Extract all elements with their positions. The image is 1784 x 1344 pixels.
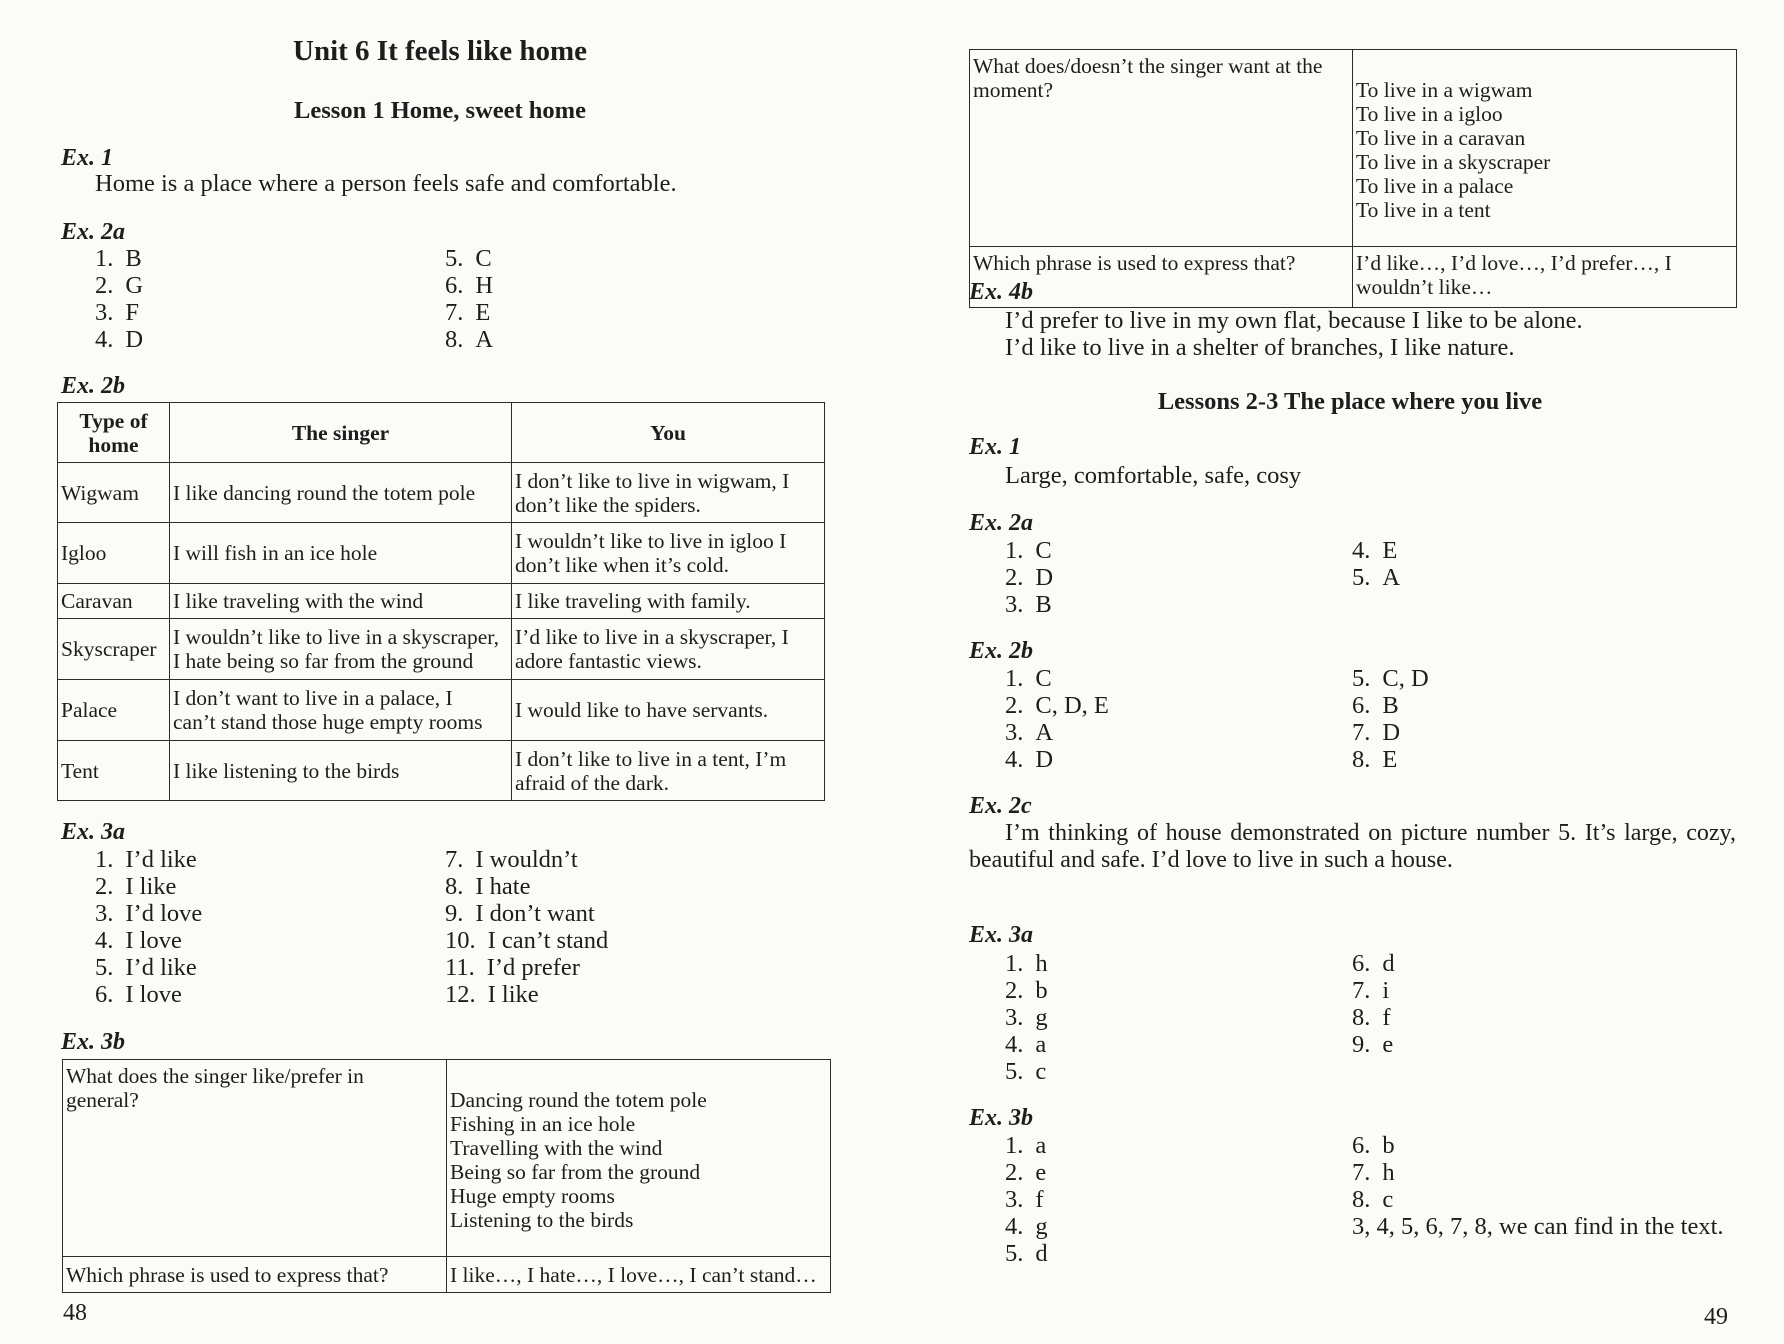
item-number: 5.: [1005, 1058, 1024, 1085]
item-answer: I like: [125, 873, 177, 900]
cell-home-type: Palace: [58, 680, 170, 741]
answer-item: [95, 873, 202, 900]
answer-list: [1352, 665, 1429, 773]
cell-singer: I like listening to the birds: [170, 741, 512, 801]
item-number: 3.: [1005, 591, 1024, 618]
exercise-answer-text: Home is a place where a person feels safe and comfortable.: [95, 170, 677, 197]
answer-item: [1352, 1186, 1395, 1213]
item-number: 6.: [1352, 950, 1371, 977]
item-number: 2.: [1005, 564, 1024, 591]
cell-you: I don’t like to live in a tent, I’m afraid of the dark.: [512, 741, 825, 801]
item-number: 8.: [1352, 1186, 1371, 1213]
answer-item: [445, 900, 608, 927]
exercise-label: Ex. 2c: [969, 793, 1032, 819]
answer-item: [95, 272, 143, 299]
item-number: 7.: [1352, 719, 1371, 746]
table-row: [970, 50, 1737, 247]
item-answer: d: [1035, 1240, 1048, 1267]
answer-list: [95, 846, 202, 1008]
item-answer: b: [1035, 977, 1048, 1004]
exercise-note: 3, 4, 5, 6, 7, 8, we can find in the text.: [1352, 1213, 1724, 1240]
item-answer: D: [125, 326, 144, 353]
text-line: To live in a wigwam: [1356, 78, 1533, 102]
answer-item: [445, 272, 493, 299]
answer-lines: [1005, 307, 1583, 361]
text-line: Travelling with the wind: [450, 1136, 663, 1160]
answer-item: [1005, 665, 1109, 692]
item-answer: H: [475, 272, 494, 299]
table-row: [58, 463, 825, 523]
answer-item: [95, 846, 202, 873]
item-answer: C: [475, 245, 492, 272]
item-answer: I’d prefer: [486, 954, 580, 981]
answer-list: [1005, 950, 1048, 1085]
answer-item: [445, 954, 608, 981]
answer-lines: [1356, 78, 1733, 222]
exercise-label: Ex. 1: [61, 145, 114, 171]
page-number: 49: [1704, 1304, 1728, 1330]
item-answer: C, D, E: [1035, 692, 1109, 719]
answer-item: [1352, 746, 1429, 773]
answer-item: [1005, 1132, 1048, 1159]
answer-item: [1005, 591, 1053, 618]
cell-question: Which phrase is used to express that?: [63, 1257, 447, 1293]
text-line: Listening to the birds: [450, 1208, 634, 1232]
exercise-label: Ex. 3a: [969, 922, 1034, 948]
item-answer: e: [1382, 1031, 1394, 1058]
cell-home-type: Tent: [58, 741, 170, 801]
item-answer: c: [1382, 1186, 1394, 1213]
answer-item: [445, 981, 608, 1008]
text-line: To live in a palace: [1356, 174, 1514, 198]
answer-item: [1352, 692, 1429, 719]
cell-singer: I like traveling with the wind: [170, 584, 512, 619]
table-row: [58, 584, 825, 619]
item-number: 4.: [1005, 1213, 1024, 1240]
item-number: 2.: [95, 272, 114, 299]
item-answer: i: [1382, 977, 1390, 1004]
answer-list: [1352, 950, 1395, 1058]
answer-item: [1005, 1058, 1048, 1085]
item-number: 3.: [1005, 719, 1024, 746]
column-header-type: Type of home: [58, 403, 170, 463]
answer-item: [1005, 1213, 1048, 1240]
answer-lines: [450, 1088, 827, 1232]
item-number: 11.: [445, 954, 475, 981]
answer-item: [445, 245, 493, 272]
table-row: [63, 1257, 831, 1293]
table-row: [970, 247, 1737, 308]
item-answer: A: [475, 326, 494, 353]
answer-item: [95, 299, 143, 326]
text-line: Dancing round the totem pole: [450, 1088, 707, 1112]
item-answer: I’d like: [125, 846, 197, 873]
exercise-label: Ex. 3b: [61, 1029, 126, 1055]
exercise-label: Ex. 2a: [61, 219, 126, 245]
column-header-singer: The singer: [170, 403, 512, 463]
item-number: 1.: [1005, 665, 1024, 692]
item-answer: h: [1382, 1159, 1395, 1186]
item-number: 7.: [1352, 977, 1371, 1004]
item-number: 2.: [1005, 1159, 1024, 1186]
item-number: 4.: [95, 326, 114, 353]
answer-item: [1352, 1004, 1395, 1031]
text-line: To live in a igloo: [1356, 102, 1503, 126]
answer-item: [1352, 977, 1395, 1004]
item-number: 5.: [1352, 564, 1371, 591]
item-number: 7.: [445, 846, 464, 873]
item-number: 1.: [95, 846, 114, 873]
item-number: 4.: [1005, 1031, 1024, 1058]
item-answer: g: [1035, 1213, 1048, 1240]
answer-item: [1005, 746, 1109, 773]
item-number: 7.: [1352, 1159, 1371, 1186]
item-answer: d: [1382, 950, 1395, 977]
cell-question: What does the singer like/prefer in general?: [63, 1060, 447, 1257]
item-answer: B: [1035, 591, 1052, 618]
item-answer: I love: [125, 981, 182, 1008]
answer-item: [1352, 1159, 1395, 1186]
item-number: 5.: [1352, 665, 1371, 692]
item-answer: B: [125, 245, 142, 272]
item-answer: E: [1382, 537, 1398, 564]
cell-home-type: Caravan: [58, 584, 170, 619]
item-number: 12.: [445, 981, 476, 1008]
item-number: 1.: [1005, 537, 1024, 564]
item-number: 3.: [95, 900, 114, 927]
answer-item: [1005, 950, 1048, 977]
item-answer: C, D: [1382, 665, 1429, 692]
answer-item: [95, 981, 202, 1008]
item-answer: C: [1035, 665, 1052, 692]
table-header-row: [58, 403, 825, 463]
exercise-label: Ex. 4b: [969, 279, 1034, 305]
answer-item: [1005, 537, 1053, 564]
exercise-label: Ex. 2b: [969, 638, 1034, 664]
answer-item: [1352, 1031, 1395, 1058]
answer-list: [1352, 1132, 1395, 1213]
item-answer: F: [125, 299, 140, 326]
answer-item: [1352, 950, 1395, 977]
item-number: 6.: [1352, 692, 1371, 719]
item-number: 8.: [445, 873, 464, 900]
answer-item: [445, 326, 493, 353]
unit-title: Unit 6 It feels like home: [293, 35, 587, 67]
answer-item: [445, 846, 608, 873]
cell-answer: I’d like…, I’d love…, I’d prefer…, I wouldn’t like…: [1353, 247, 1737, 308]
item-answer: D: [1035, 746, 1054, 773]
item-number: 2.: [1005, 977, 1024, 1004]
item-answer: I like: [487, 981, 539, 1008]
item-answer: A: [1035, 719, 1054, 746]
answer-list: [1005, 1132, 1048, 1267]
singer-preferences-table: [62, 1059, 831, 1293]
answer-item: [1005, 1240, 1048, 1267]
item-number: 3.: [1005, 1186, 1024, 1213]
column-header-you: You: [512, 403, 825, 463]
item-answer: E: [475, 299, 491, 326]
answer-list: [445, 846, 608, 1008]
table-row: [58, 680, 825, 741]
answer-item: [1352, 665, 1429, 692]
home-types-table: [57, 402, 825, 801]
text-line: Being so far from the ground: [450, 1160, 701, 1184]
item-answer: C: [1035, 537, 1052, 564]
item-answer: D: [1035, 564, 1054, 591]
answer-item: [1005, 564, 1053, 591]
answer-item: [1005, 719, 1109, 746]
item-answer: f: [1035, 1186, 1044, 1213]
answer-item: [1352, 564, 1400, 591]
answer-item: [95, 326, 143, 353]
item-number: 6.: [95, 981, 114, 1008]
item-number: 5.: [445, 245, 464, 272]
item-answer: I wouldn’t: [475, 846, 578, 873]
lesson-title: Lesson 1 Home, sweet home: [294, 97, 586, 124]
item-answer: B: [1382, 692, 1399, 719]
lesson-title: Lessons 2-3 The place where you live: [1157, 388, 1543, 415]
answer-item: [445, 873, 608, 900]
item-answer: I love: [125, 927, 182, 954]
cell-answer: I like…, I hate…, I love…, I can’t stand…: [447, 1257, 831, 1293]
answer-item: [95, 927, 202, 954]
item-number: 8.: [445, 326, 464, 353]
cell-you: I’d like to live in a skyscraper, I adore fantastic views.: [512, 619, 825, 680]
page-number: 48: [63, 1300, 87, 1326]
answer-list: [1005, 537, 1053, 618]
item-number: 6.: [445, 272, 464, 299]
item-answer: I can’t stand: [487, 927, 609, 954]
item-answer: c: [1035, 1058, 1047, 1085]
cell-you: I wouldn’t like to live in igloo I don’t like when it’s cold.: [512, 523, 825, 584]
item-answer: h: [1035, 950, 1048, 977]
item-answer: I don’t want: [475, 900, 595, 927]
cell-answer: [447, 1060, 831, 1257]
table-row: [58, 523, 825, 584]
item-number: 8.: [1352, 746, 1371, 773]
cell-home-type: Igloo: [58, 523, 170, 584]
cell-you: I would like to have servants.: [512, 680, 825, 741]
exercise-label: Ex. 3a: [61, 819, 126, 845]
cell-you: I like traveling with family.: [512, 584, 825, 619]
cell-singer: I like dancing round the totem pole: [170, 463, 512, 523]
cell-home-type: Wigwam: [58, 463, 170, 523]
item-number: 2.: [1005, 692, 1024, 719]
item-answer: f: [1382, 1004, 1391, 1031]
item-answer: e: [1035, 1159, 1047, 1186]
cell-you: I don’t like to live in wigwam, I don’t like the spiders.: [512, 463, 825, 523]
item-answer: G: [125, 272, 144, 299]
text-line: I’d prefer to live in my own flat, because I like to be alone.: [1005, 307, 1583, 334]
item-number: 2.: [95, 873, 114, 900]
exercise-label: Ex. 2b: [61, 373, 126, 399]
cell-singer: I don’t want to live in a palace, I can’t stand those huge empty rooms: [170, 680, 512, 741]
answer-item: [1005, 692, 1109, 719]
cell-singer: I wouldn’t like to live in a skyscraper, I hate being so far from the ground: [170, 619, 512, 680]
item-number: 7.: [445, 299, 464, 326]
answer-item: [445, 927, 608, 954]
answer-item: [1005, 1186, 1048, 1213]
cell-question: What does/doesn’t the singer want at the moment?: [970, 50, 1353, 247]
item-answer: a: [1035, 1132, 1047, 1159]
answer-item: [445, 299, 493, 326]
item-number: 8.: [1352, 1004, 1371, 1031]
cell-answer: [1353, 50, 1737, 247]
answer-item: [1352, 719, 1429, 746]
item-number: 1.: [95, 245, 114, 272]
answer-item: [95, 245, 143, 272]
cell-home-type: Skyscraper: [58, 619, 170, 680]
exercise-label: Ex. 3b: [969, 1105, 1034, 1131]
item-number: 9.: [1352, 1031, 1371, 1058]
item-answer: E: [1382, 746, 1398, 773]
table-row: [63, 1060, 831, 1257]
item-answer: I hate: [475, 873, 531, 900]
text-line: To live in a tent: [1356, 198, 1491, 222]
text-line: To live in a caravan: [1356, 126, 1526, 150]
item-number: 5.: [1005, 1240, 1024, 1267]
item-number: 9.: [445, 900, 464, 927]
text-line: Fishing in an ice hole: [450, 1112, 636, 1136]
answer-list: [445, 245, 493, 353]
item-answer: I’d like: [125, 954, 197, 981]
item-answer: b: [1382, 1132, 1395, 1159]
cell-question: Which phrase is used to express that?: [970, 247, 1353, 308]
answer-item: [1352, 1132, 1395, 1159]
item-number: 3.: [1005, 1004, 1024, 1031]
answer-item: [95, 954, 202, 981]
answer-item: [1352, 537, 1400, 564]
cell-singer: I will fish in an ice hole: [170, 523, 512, 584]
answer-item: [1005, 1004, 1048, 1031]
answer-list: [95, 245, 143, 353]
answer-list: [1005, 665, 1109, 773]
text-line: To live in a skyscraper: [1356, 150, 1551, 174]
answer-item: [95, 900, 202, 927]
exercise-label: Ex. 1: [969, 434, 1022, 460]
item-answer: a: [1035, 1031, 1047, 1058]
item-number: 10.: [445, 927, 476, 954]
item-number: 3.: [95, 299, 114, 326]
item-number: 4.: [95, 927, 114, 954]
answer-item: [1005, 977, 1048, 1004]
answer-item: [1005, 1159, 1048, 1186]
exercise-answer-text: I’m thinking of house demonstrated on picture number 5. It’s large, cozy, beautiful and safe. I’d love to live in such a house.: [969, 820, 1736, 873]
answer-list: [1352, 537, 1400, 591]
item-answer: I’d love: [125, 900, 203, 927]
item-answer: A: [1382, 564, 1401, 591]
exercise-answer-text: Large, comfortable, safe, cosy: [1005, 462, 1302, 489]
exercise-label: Ex. 2a: [969, 510, 1034, 536]
item-number: 1.: [1005, 1132, 1024, 1159]
text-line: Huge empty rooms: [450, 1184, 615, 1208]
item-number: 4.: [1352, 537, 1371, 564]
item-answer: g: [1035, 1004, 1048, 1031]
text-line: I’d like to live in a shelter of branches, I like nature.: [1005, 334, 1515, 361]
item-answer: D: [1382, 719, 1401, 746]
item-number: 4.: [1005, 746, 1024, 773]
item-number: 6.: [1352, 1132, 1371, 1159]
item-number: 5.: [95, 954, 114, 981]
table-row: [58, 741, 825, 801]
answer-item: [1005, 1031, 1048, 1058]
item-number: 1.: [1005, 950, 1024, 977]
table-row: [58, 619, 825, 680]
singer-wants-table: [969, 49, 1737, 308]
